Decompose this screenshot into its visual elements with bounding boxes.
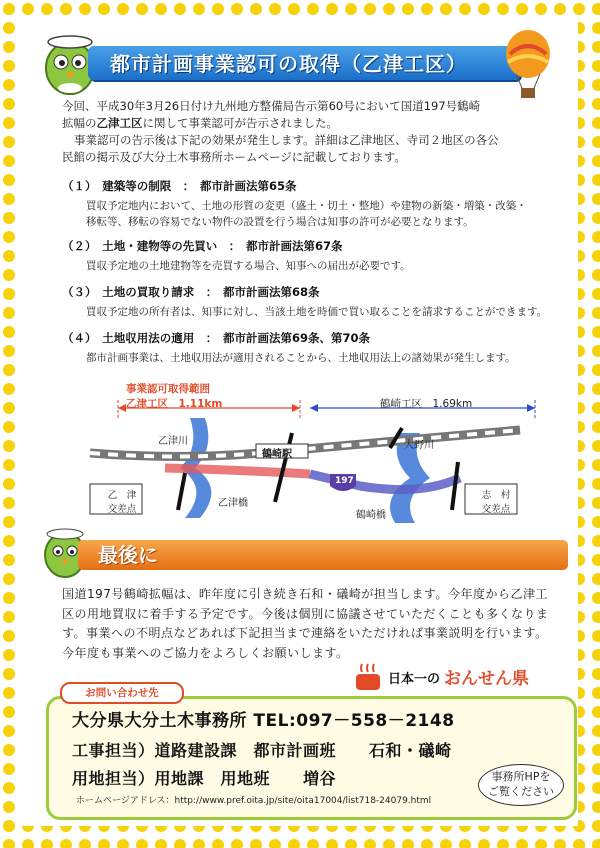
intro-line-1: 今回、平成30年3月26日付け九州地方整備局告示第60号において国道197号鶴崎: [62, 99, 481, 113]
contact-tab: お問い合わせ先: [60, 682, 184, 704]
item-1-body-1: 買収予定地内において、土地の形質の変更（盛土・切土・整地）や建物の新築・増築・改築・: [86, 200, 527, 212]
homepage-bubble: [478, 764, 564, 806]
logo-main: おんせん県: [444, 669, 529, 689]
hot-air-balloon-icon: [500, 28, 556, 102]
intro-line-2: [62, 115, 562, 132]
map-otsu-section: 乙津工区 1.11km: [126, 398, 223, 410]
item-2-body-1: 買収予定地の土地建物等を売買する場合、知事への届出が必要です。: [86, 260, 411, 272]
bubble-line-1: 事務所HPを: [491, 770, 551, 783]
intro-line-2-bold: 乙津工区: [96, 116, 143, 130]
item-3-heading: （３） 土地の買取り請求 ： 都市計画法第68条: [62, 285, 320, 299]
item-2-heading: （２） 土地・建物等の先買い ： 都市計画法第67条: [62, 239, 343, 253]
map-shimura-intersection: [475, 487, 517, 515]
map-tsurusaki-section: 鶴崎工区 1.69km: [380, 398, 473, 410]
contact-office: 大分県大分土木事務所 TEL:097－558－2148: [72, 711, 455, 731]
item-3-body-1: 買収予定地の所有者は、知事に対し、当該土地を時価で買い取ることを請求することができます。: [86, 306, 548, 318]
closing-title: 最後に: [98, 543, 158, 567]
intro-line-3: 事業認可の告示後は下記の効果が発生します。詳細は乙津地区、寺司２地区の各公: [74, 133, 499, 147]
map-ono-river: 大野川: [404, 440, 434, 451]
item-1-body-2: 移転等、移転の容易でない物件の設置を行う場合は知事の許可が必要となります。: [86, 216, 474, 228]
closing-text: 国道197号鶴崎拡幅は、昨年度に引き続き石和・礒崎が担当します。今年度から乙津工区の用地買収に着手する予定です。今後は個別に協議させていただくことも多くなります。事業への不明点などあれば下記担当まで連絡をいただければ事業説明を行います。 今年度も事業へのご協力をよろしくお願いします。: [62, 587, 549, 660]
map-tsurusaki-bridge: 鶴崎橋: [356, 510, 386, 521]
item-4-body-1: 都市計画事業は、土地収用法が適用されることから、土地収用法上の諸効果が発生します。: [86, 352, 516, 364]
intro-line-4: 民館の掲示及び大分土木事務所ホームページに記載しております。: [62, 150, 406, 164]
logo-prefix: 日本一の: [388, 672, 441, 687]
map-shimura-intersection-line-1: 志 村: [481, 490, 511, 501]
homepage-address[interactable]: ホームページアドレス：http://www.pref.oita.jp/site/oita17004/list718-24079.html: [76, 796, 432, 806]
intro-line-2-suffix: に関して事業認可が告示されました。: [142, 116, 338, 130]
map-otsu-bridge: 乙津橋: [218, 498, 248, 509]
hot-spring-icon: [352, 662, 384, 692]
contact-construction: 工事担当）道路建設課 都市計画班 石和・礒崎: [72, 741, 452, 760]
onsen-prefecture-logo: [352, 662, 562, 692]
map-range-label: 事業認可取得範囲: [126, 383, 210, 395]
map-otsu-river: 乙津川: [158, 436, 188, 447]
item-4-heading: （４） 土地収用法の適用 ： 都市計画法第69条、第70条: [62, 331, 371, 345]
map-station: 鶴崎駅: [262, 449, 292, 460]
item-1-heading: （１） 建築等の制限 ： 都市計画法第65条: [62, 179, 297, 193]
bubble-line-2: ご覧ください: [488, 785, 554, 798]
map-otsu-intersection: [101, 487, 143, 515]
contact-land: 用地担当）用地課 用地班 増谷: [72, 769, 337, 788]
page-title: 都市計画事業認可の取得（乙津工区）: [110, 52, 467, 76]
map-otsu-intersection-line-1: 乙 津: [107, 490, 137, 501]
map-route-number: 197: [335, 476, 354, 486]
intro-line-2-prefix: 拡幅の: [62, 116, 97, 130]
map-shimura-intersection-line-2: 交差点: [481, 504, 511, 515]
map-otsu-intersection-line-2: 交差点: [107, 504, 137, 515]
